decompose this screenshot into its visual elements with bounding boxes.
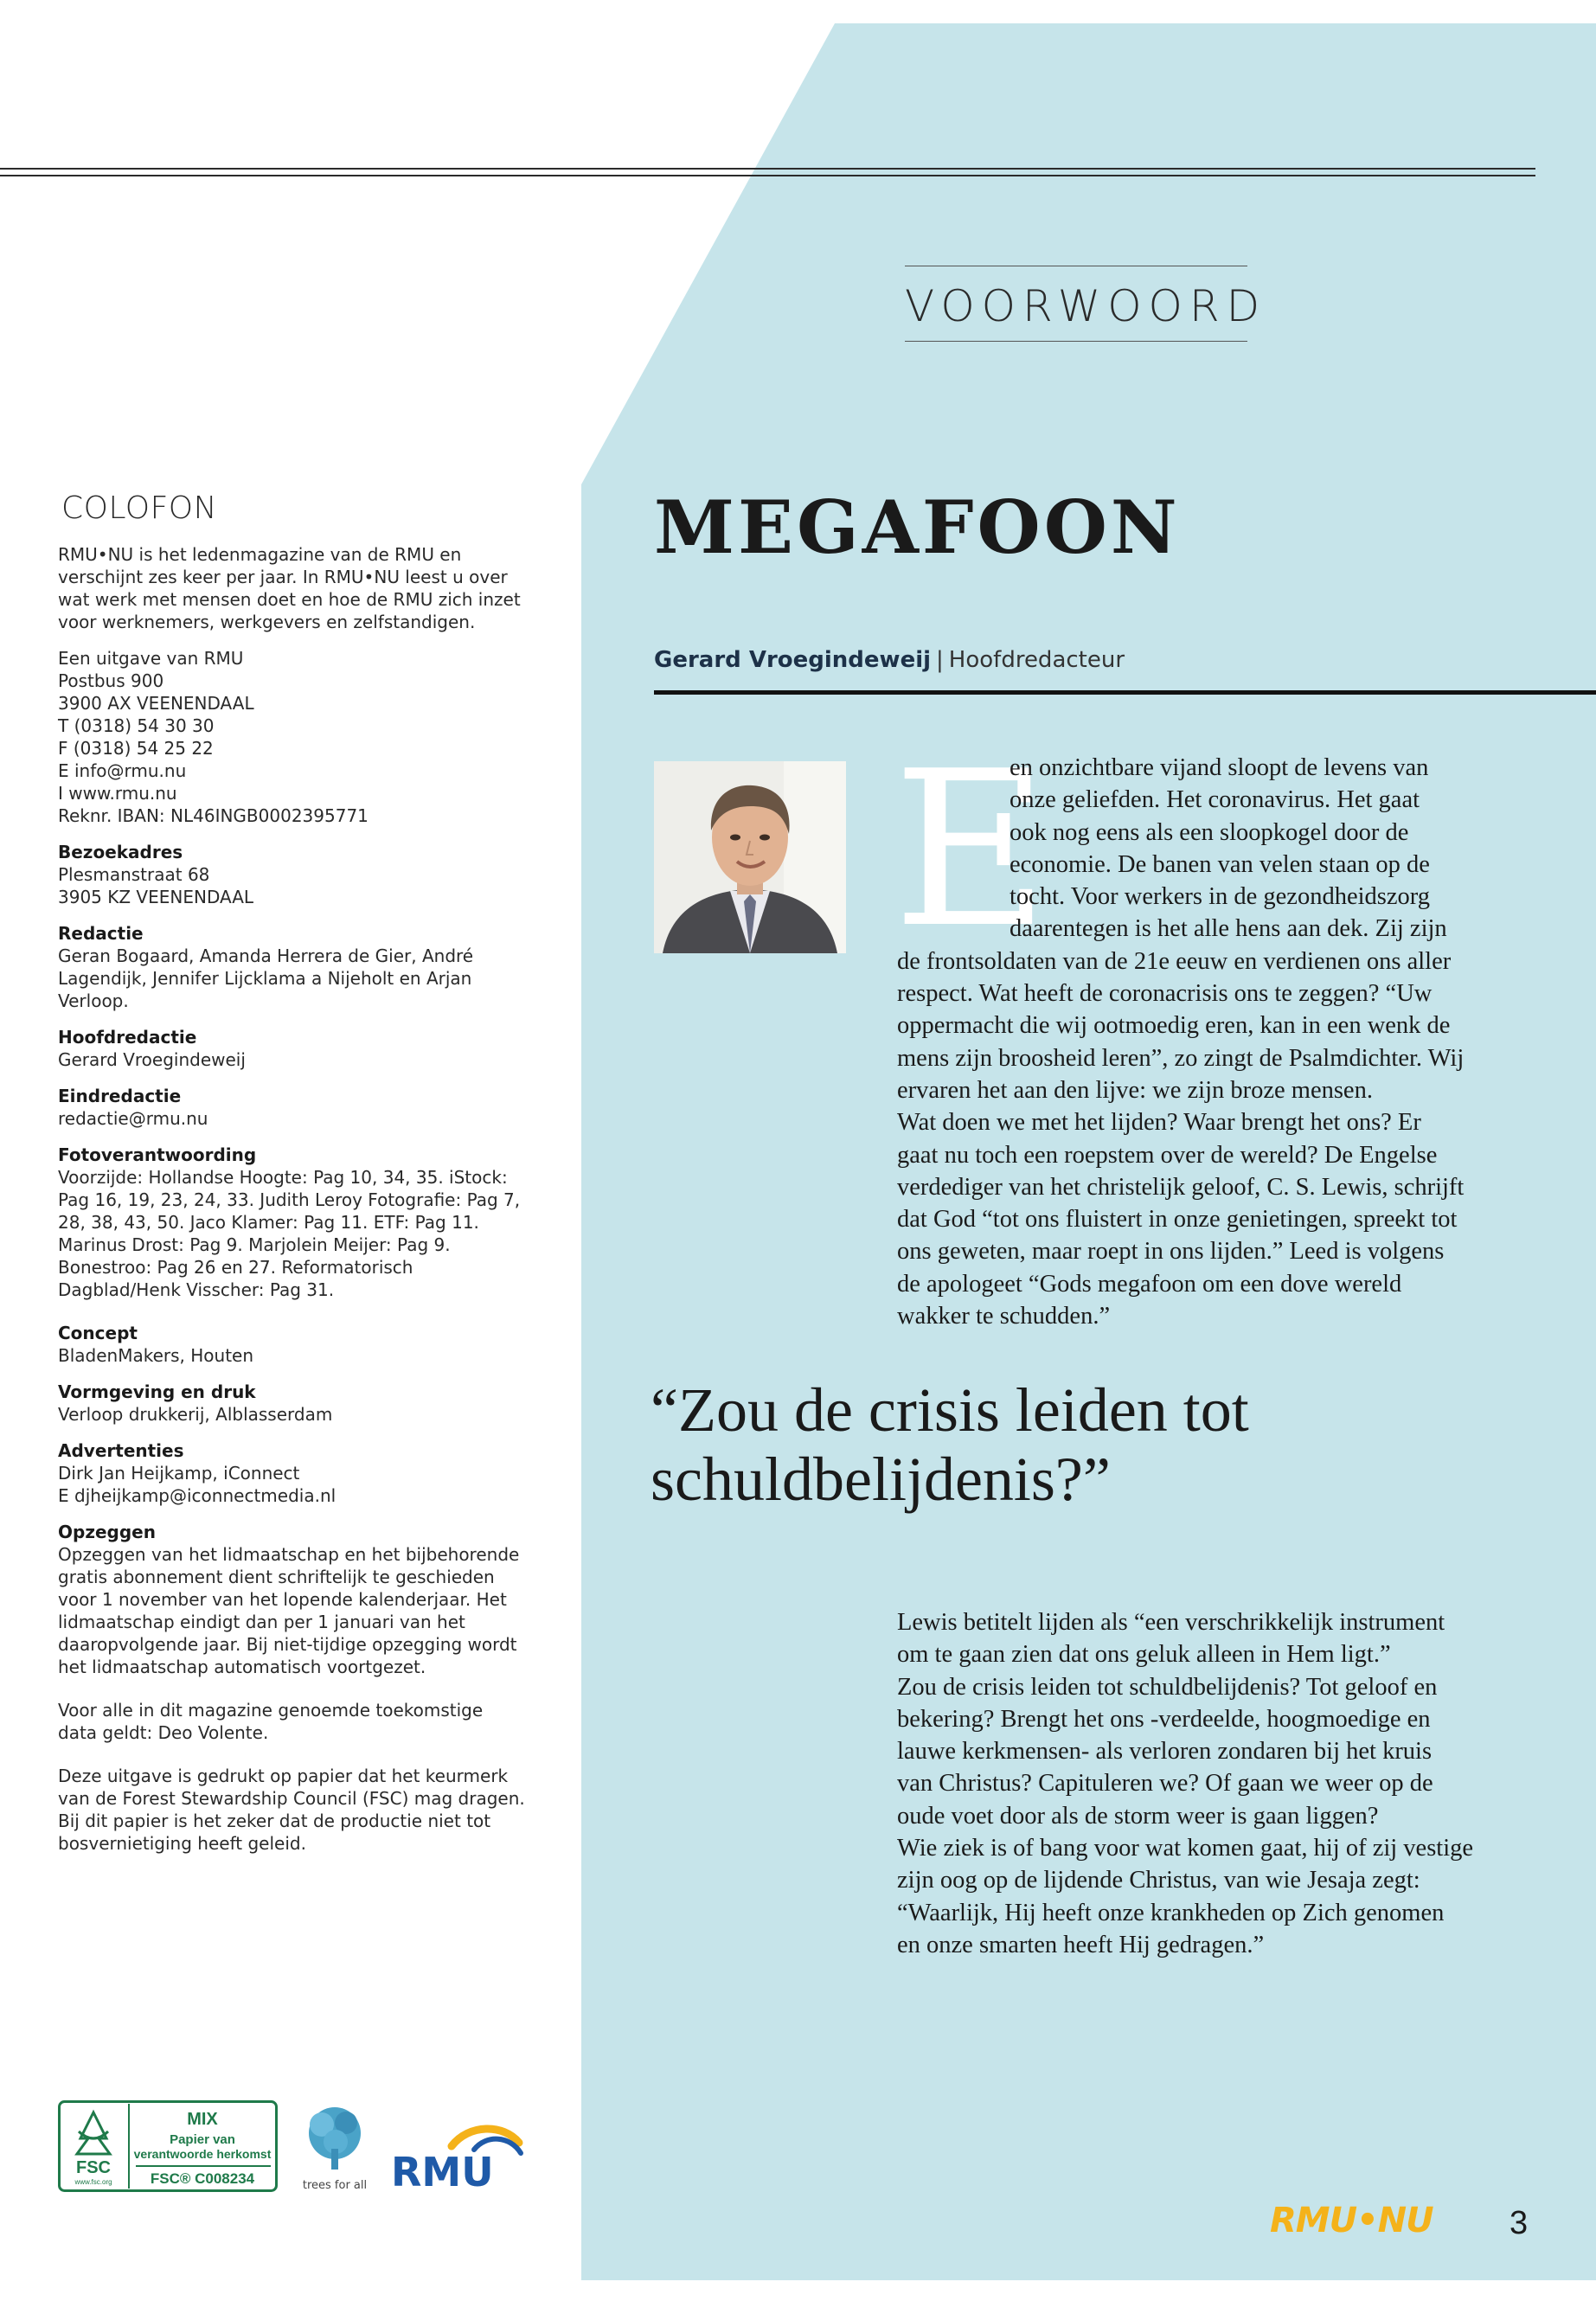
article-headline: MEGAFOON: [654, 484, 1181, 570]
text-line: bekering? Brengt het ons -verdeelde, hoogmoedige en: [897, 1705, 1431, 1733]
text-line: van Christus? Capituleren we? Of gaan we weer op de: [897, 1770, 1433, 1798]
text-line: “Waarlijk, Hij heeft onze krankheden op Zich genomen: [897, 1899, 1445, 1926]
text-line: respect. Wat heeft de coronacrisis ons te zeggen? “Uw: [897, 980, 1433, 1008]
pull-quote-line: “Zou de crisis leiden tot: [651, 1375, 1249, 1445]
colophon: [58, 490, 525, 1868]
text-line: daarentegen is het alle hens aan dek. Zij zijn: [1010, 915, 1447, 943]
text-line: ervaren het aan den lijve: we zijn broze mensen.: [897, 1076, 1373, 1104]
trees-for-all-logo: [296, 2100, 374, 2195]
pull-quote: [651, 1375, 1429, 1514]
text-line: gaat nu toch een roepstem over de wereld? De Engelse: [897, 1141, 1438, 1169]
byline: [654, 647, 1125, 673]
author-name: Gerard Vroegindeweij: [654, 647, 932, 673]
text-line: onze geliefden. Het coronavirus. Het gaat: [1010, 786, 1420, 814]
colophon-text: Opzeggen van het lidmaatschap en het bijbehorende gratis abonnement dient schriftelijk te geschieden voor 1 november van het lopende kalenderjaar. Het lidmaatschap eindigt dan per 1 januari van het daaropvolgende jaar. Bij niet-tijdige opzegging wordt het lidmaatschap automatisch voortgezet.: [58, 1544, 520, 1677]
page-number: 3: [1509, 2205, 1529, 2241]
author-photo: [654, 761, 846, 953]
colophon-heading: Hoofdredactie: [58, 1027, 197, 1048]
fsc-line-1: Papier van: [170, 2132, 235, 2147]
text-line: verdediger van het christelijk geloof, C. S. Lewis, schrijft: [897, 1173, 1465, 1201]
colophon-note-fsc: Deze uitgave is gedrukt op papier dat het keurmerk van de Forest Stewardship Council (FSC) mag dragen. Bij dit papier is het zeker dat de productie niet tot bosvernietiging heeft geleid.: [58, 1766, 525, 1854]
text-line: economie. De banen van velen staan op de: [1010, 850, 1430, 878]
text-line: Lewis betitelt lijden als “een verschrikkelijk instrument: [897, 1609, 1445, 1636]
drop-cap: E: [893, 726, 1050, 975]
colophon-section: [58, 841, 525, 908]
text-line: en onzichtbare vijand sloopt de levens van: [1010, 754, 1429, 781]
colophon-intro: RMU•NU is het ledenmagazine van de RMU en verschijnt zes keer per jaar. In RMU•NU leest u over wat werk met mensen doet en hoe de RMU zich inzet voor werknemers, werkgevers en zelfstandigen.: [58, 544, 521, 632]
top-rule: [0, 168, 1535, 170]
colophon-heading: Opzeggen: [58, 1522, 156, 1542]
magazine-logo: [1270, 2201, 1433, 2240]
colophon-heading: Eindredactie: [58, 1086, 182, 1106]
text-line: de frontsoldaten van de 21e eeuw en verdienen ons aller: [897, 947, 1452, 975]
colophon-text: Voorzijde: Hollandse Hoogte: Pag 10, 34, 35. iStock: Pag 16, 19, 23, 24, 33. Judith Leroy Fotografie: Pag 7, 28, 38, 43, 50. Jaco Klamer: Pag 11. ETF: Pag 11. Marinus Drost: Pag 9. Marjolein Meijer: Pag 9. Bonestroo: Pag 26 en 27. Reformatorisch Dagblad/Henk Visscher: Pag 31.: [58, 1167, 521, 1300]
article-paragraph-2: [897, 1606, 1473, 1961]
pull-quote-line: schuldbelijdenis?”: [651, 1445, 1111, 1514]
colophon-section: [58, 1026, 525, 1071]
text-line: Wie ziek is of bang voor wat komen gaat, hij of zij vestige: [897, 1835, 1474, 1862]
text-line: Wat doen we met het lijden? Waar brengt het ons? Er: [897, 1109, 1421, 1137]
text-line: Zou de crisis leiden tot schuldbelijdenis? Tot geloof en: [897, 1673, 1438, 1701]
fsc-short: FSC: [76, 2158, 111, 2177]
text-line: de apologeet “Gods megafoon om een dove wereld: [897, 1270, 1402, 1298]
fsc-line-2: verantwoorde herkomst: [133, 2147, 272, 2161]
byline-separator: |: [936, 647, 944, 673]
rmu-logo: [391, 2124, 529, 2193]
colophon-section: [58, 1085, 525, 1130]
colophon-section: [58, 1381, 525, 1426]
text-line: oppermacht die wij ootmoedig eren, kan in een wenk de: [897, 1012, 1451, 1040]
rmu-logo-text: RMU: [391, 2149, 494, 2193]
text-line: ook nog eens als een sloopkogel door de: [1010, 818, 1409, 846]
trees-caption: trees for all: [302, 2179, 368, 2192]
text-line: wakker te schudden.”: [897, 1303, 1111, 1330]
magazine-logo-a: RMU: [1270, 2201, 1357, 2240]
colophon-publisher: Een uitgave van RMU Postbus 900 3900 AX VEENENDAAL T (0318) 54 30 30 F (0318) 54 25 22 E info@rmu.nu I www.rmu.nu Reknr. IBAN: NL46INGB0002395771: [58, 648, 369, 826]
colophon-note-deo: Voor alle in dit magazine genoemde toekomstige data geldt: Deo Volente.: [58, 1700, 484, 1743]
colophon-title: COLOFON: [61, 490, 218, 526]
colophon-text: Plesmanstraat 68 3905 KZ VEENENDAAL: [58, 864, 254, 907]
colophon-heading: Bezoekadres: [58, 842, 183, 862]
colophon-text: Gerard Vroegindeweij: [58, 1049, 246, 1070]
fsc-mix: MIX: [187, 2110, 218, 2129]
colophon-section: [58, 1439, 525, 1507]
section-title: VOORWOORD: [905, 281, 1267, 331]
author-role: Hoofdredacteur: [948, 647, 1125, 673]
colophon-heading: Advertenties: [58, 1440, 184, 1461]
colophon-text: Dirk Jan Heijkamp, iConnect E djheijkamp@iconnectmedia.nl: [58, 1463, 337, 1506]
colophon-text: Verloop drukkerij, Alblasserdam: [58, 1404, 333, 1425]
top-rule-thin: [0, 175, 1535, 176]
text-line: dat God “tot ons fluistert in onze genietingen, spreekt tot: [897, 1206, 1458, 1234]
colophon-section: [58, 1521, 525, 1678]
article-paragraph-1: [897, 752, 1464, 1332]
text-line: ons geweten, maar roept in ons lijden.” Leed is volgens: [897, 1238, 1445, 1266]
colophon-section: [58, 1322, 525, 1367]
colophon-text: Geran Bogaard, Amanda Herrera de Gier, André Lagendijk, Jennifer Lijcklama a Nijeholt en Arjan Verloop.: [58, 945, 474, 1011]
colophon-email[interactable]: redactie@rmu.nu: [58, 1108, 208, 1129]
text-line: mens zijn broosheid leren”, zo zingt de Psalmdichter. Wij: [897, 1044, 1465, 1072]
text-line: en onze smarten heeft Hij gedragen.”: [897, 1931, 1265, 1958]
fsc-code: FSC® C008234: [150, 2170, 255, 2187]
text-line: tocht. Voor werkers in de gezondheidszorg: [1010, 883, 1430, 911]
colophon-section: [58, 922, 525, 1012]
byline-rule: [654, 690, 1596, 695]
colophon-heading: Fotoverantwoording: [58, 1144, 257, 1165]
colophon-heading: Vormgeving en druk: [58, 1381, 256, 1402]
fsc-logo: [58, 2100, 278, 2192]
text-line: lauwe kerkmensen- als verloren zondaren bij het kruis: [897, 1738, 1433, 1766]
colophon-heading: Concept: [58, 1323, 138, 1343]
colophon-section: [58, 1144, 525, 1301]
colophon-text: BladenMakers, Houten: [58, 1345, 254, 1366]
magazine-logo-b: NU: [1377, 2201, 1433, 2240]
text-line: om te gaan zien dat ons geluk alleen in Hem ligt.”: [897, 1641, 1391, 1669]
text-line: zijn oog op de lijdende Christus, van wie Jesaja zegt:: [897, 1867, 1420, 1894]
magazine-logo-dot: •: [1356, 2201, 1378, 2240]
fsc-site: www.fsc.org: [74, 2178, 112, 2186]
text-line: oude voet door als de storm weer is gaan liggen?: [897, 1802, 1379, 1830]
colophon-heading: Redactie: [58, 923, 144, 944]
